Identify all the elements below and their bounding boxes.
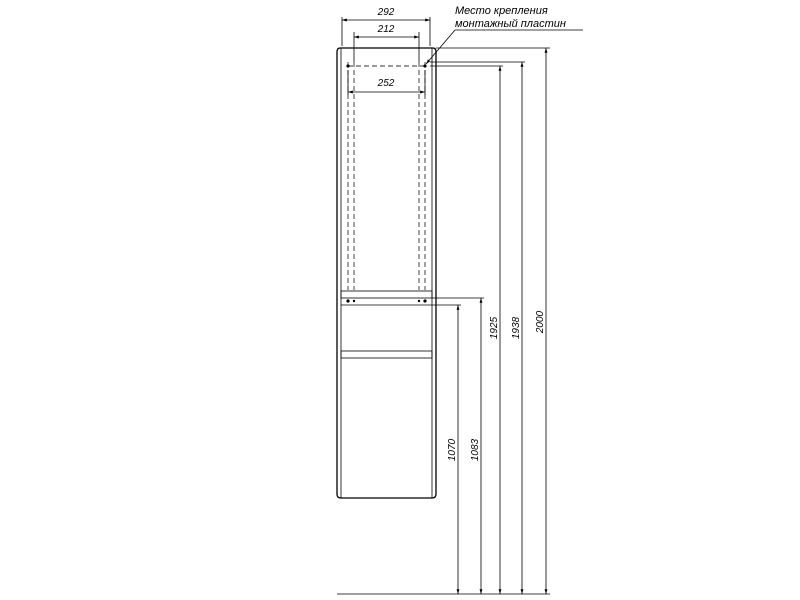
note-line-1: Место крепления [455,5,548,17]
height-dimension-1938 [511,62,522,594]
height-dimension-1070 [447,305,458,594]
dimension-label-2000: 2000 [535,310,546,334]
dimension-label-1070: 1070 [447,438,458,462]
shelf-holes [348,62,425,290]
dimension-label-1938: 1938 [511,316,522,340]
dimension-label-1083: 1083 [470,438,481,462]
height-dimension-2000 [535,48,546,594]
mounting-points [346,64,426,302]
cabinet-outline [337,48,436,498]
width-dimension-252 [348,70,425,95]
note-line-2: монтажный пластин [455,18,566,30]
height-dimension-1925 [489,66,500,594]
width-dimension-212 [354,24,419,62]
height-dimension-1083 [470,298,481,594]
dimension-label-212: 212 [377,24,395,35]
dimension-label-252: 252 [377,78,395,89]
mounting-note [426,5,583,64]
dimension-label-292: 292 [377,7,395,18]
dimension-label-1925: 1925 [489,316,500,340]
